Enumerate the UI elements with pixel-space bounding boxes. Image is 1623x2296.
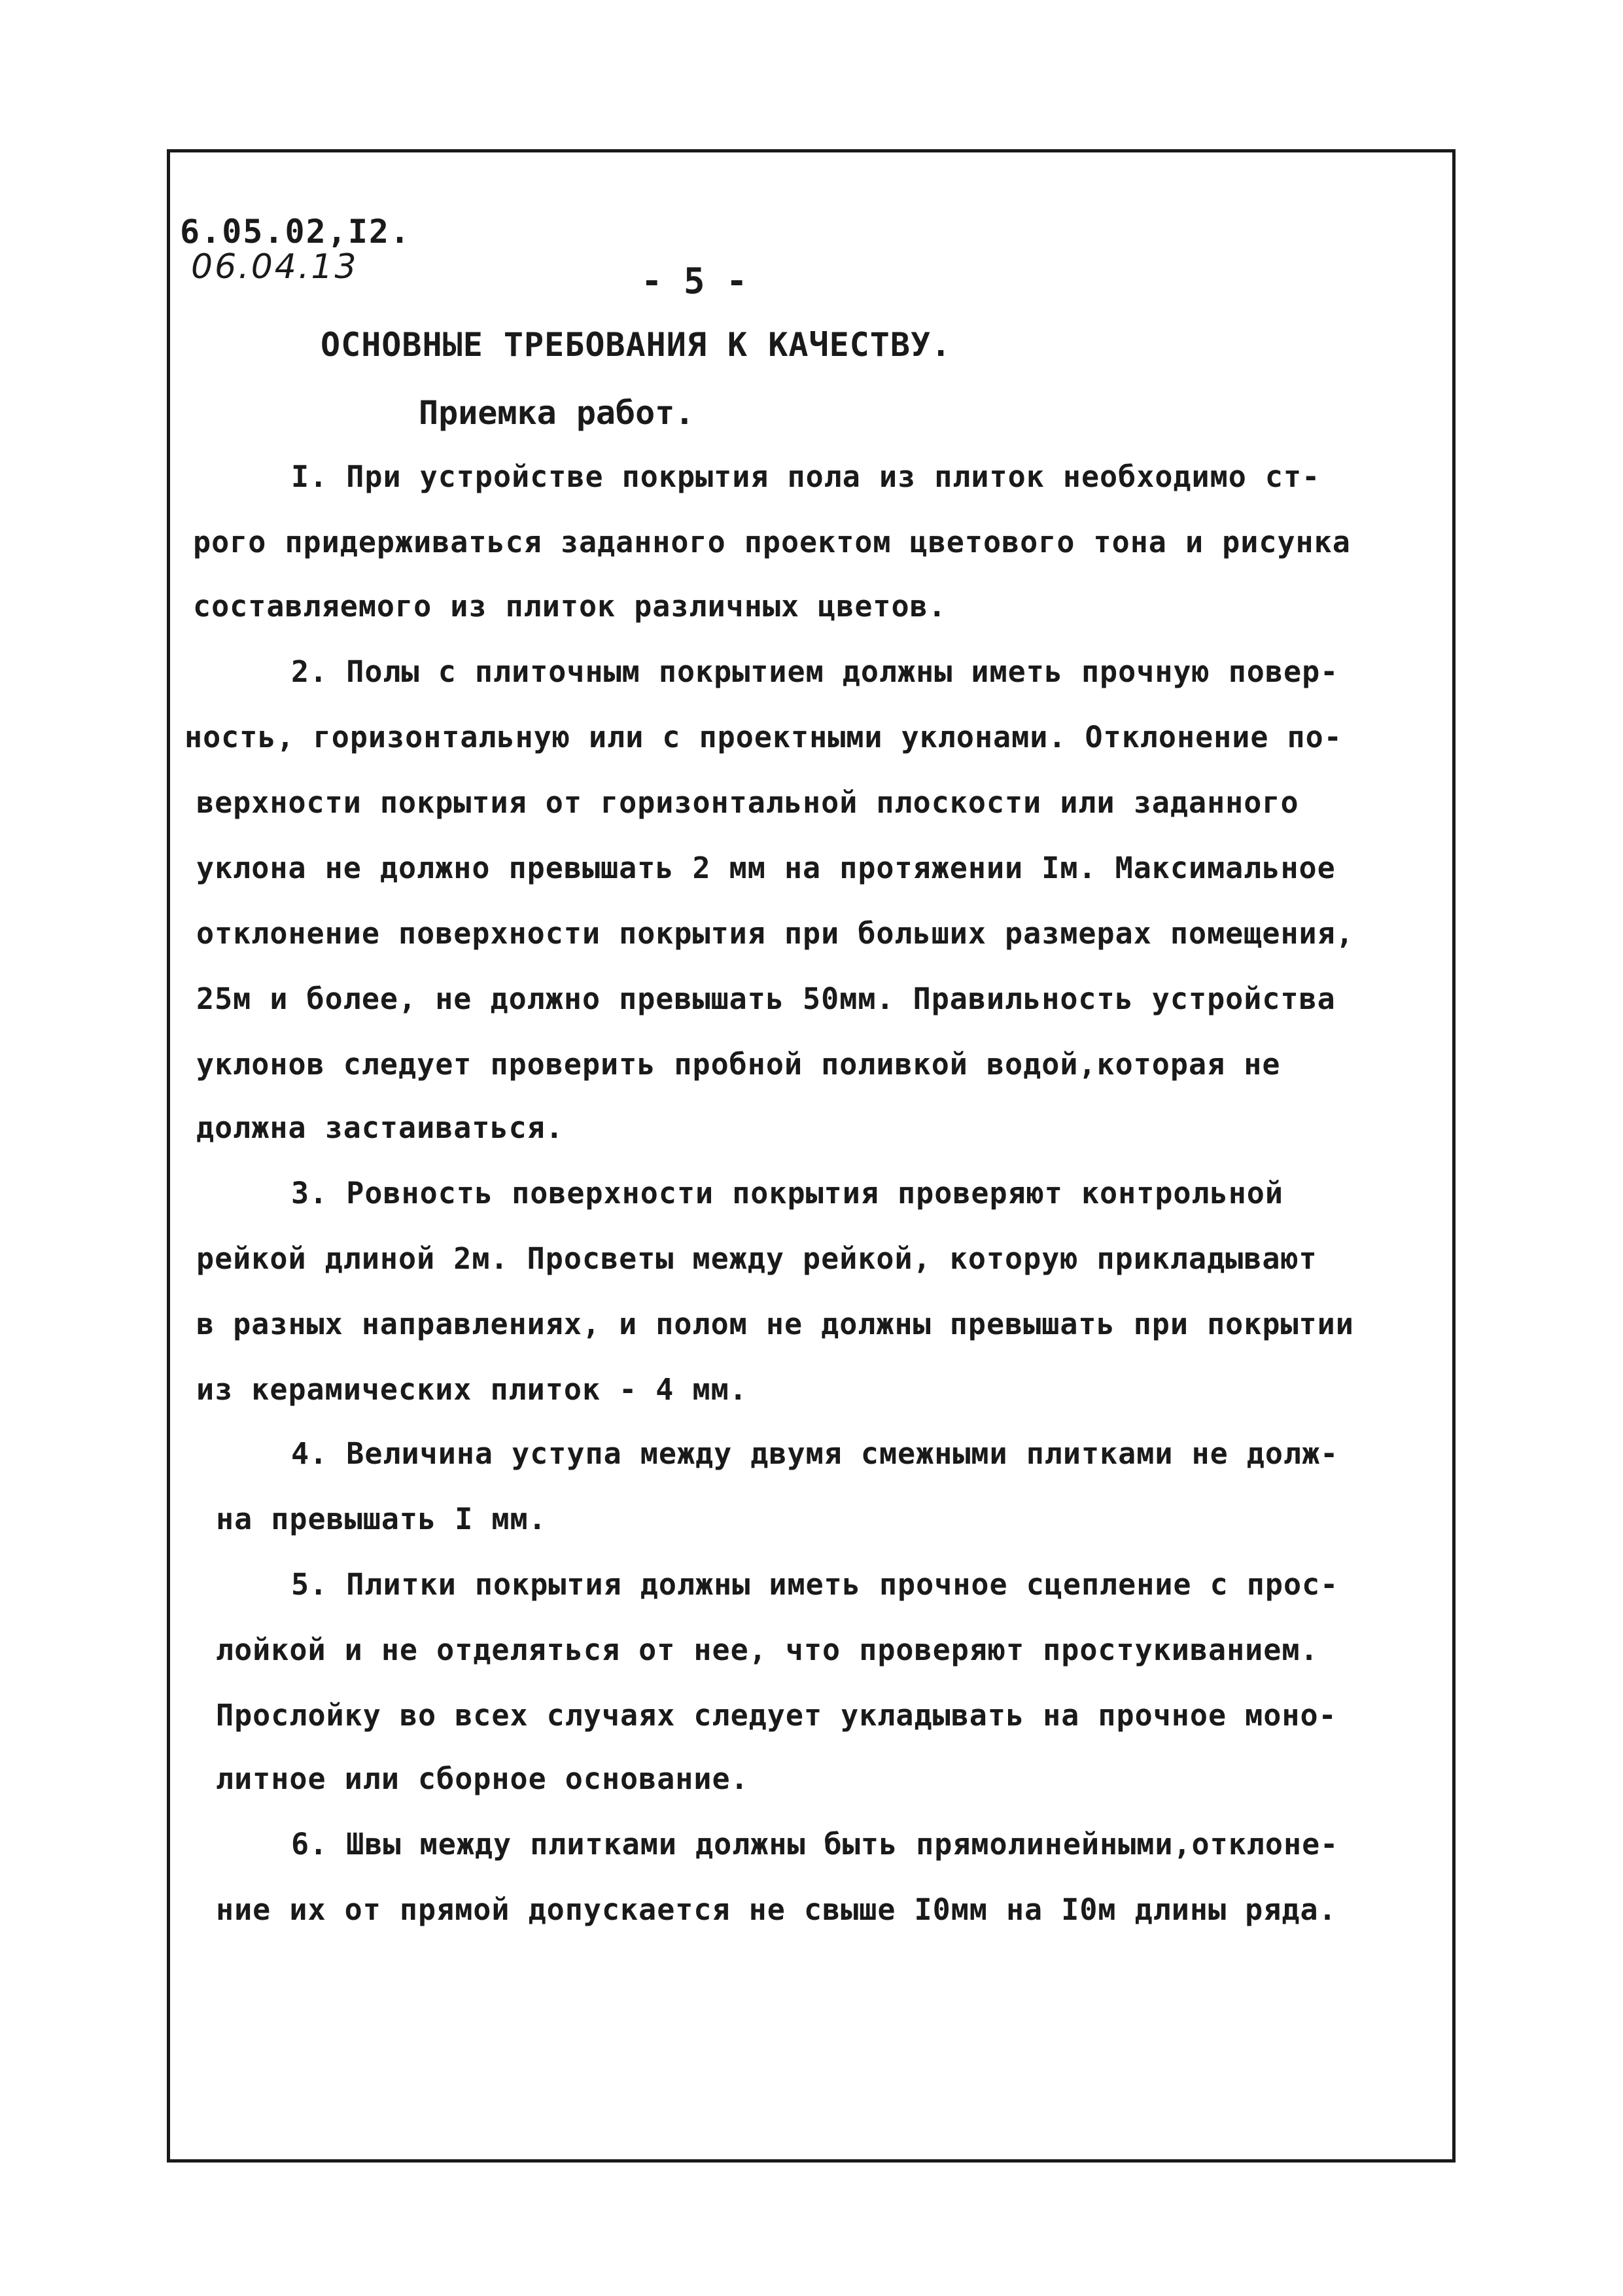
text-line: 6. Швы между плитками должны быть прямолинейными,отклоне- — [291, 1827, 1339, 1862]
document-code: 6.05.02,I2. — [180, 213, 411, 251]
text-line: уклонов следует проверить пробной поливкой водой,которая не — [196, 1047, 1281, 1082]
text-line: ность, горизонтальную или с проектными уклонами. Отклонение по- — [184, 720, 1342, 754]
text-line: рейкой длиной 2м. Просветы между рейкой, которую прикладывают — [196, 1241, 1318, 1276]
text-line: литное или сборное основание. — [216, 1761, 749, 1796]
section-title: ОСНОВНЫЕ ТРЕБОВАНИЯ К КАЧЕСТВУ. — [321, 326, 952, 364]
text-line: 2. Полы с плиточным покрытием должны иметь прочную повер- — [291, 654, 1339, 689]
text-line: 5. Плитки покрытия должны иметь прочное сцепление с прос- — [291, 1567, 1339, 1602]
text-line: рого придерживаться заданного проектом цветового тона и рисунка — [193, 525, 1351, 559]
text-line: ние их от прямой допускается не свыше I0мм на I0м длины ряда. — [216, 1892, 1337, 1927]
handwritten-code: 06.04.13 — [191, 247, 358, 287]
text-line: 4. Величина уступа между двумя смежными плитками не долж- — [291, 1436, 1339, 1471]
text-line: составляемого из плиток различных цветов. — [193, 589, 947, 624]
text-line: на превышать I мм. — [216, 1502, 547, 1536]
text-line: отклонение поверхности покрытия при больших размерах помещения, — [196, 916, 1354, 951]
text-line: 25м и более, не должно превышать 50мм. Правильность устройства — [196, 981, 1336, 1016]
page-number: - 5 - — [641, 260, 748, 302]
text-line: Прослойку во всех случаях следует укладывать на прочное моно- — [216, 1698, 1337, 1733]
text-line: лойкой и не отделяться от нее, что проверяют простукиванием. — [216, 1633, 1319, 1667]
text-line: из керамических плиток - 4 мм. — [196, 1372, 748, 1407]
text-line: должна застаиваться. — [196, 1110, 564, 1145]
text-line: уклона не должно превышать 2 мм на протяжении Iм. Максимальное — [196, 851, 1336, 885]
text-line: 3. Ровность поверхности покрытия проверяют контрольной — [291, 1176, 1283, 1210]
text-line: I. При устройстве покрытия пола из плиток необходимо ст- — [291, 459, 1321, 494]
text-line: верхности покрытия от горизонтальной плоскости или заданного — [196, 785, 1299, 820]
section-subtitle: Приемка работ. — [419, 394, 695, 432]
text-line: в разных направлениях, и полом не должны превышать при покрытии — [196, 1307, 1354, 1341]
